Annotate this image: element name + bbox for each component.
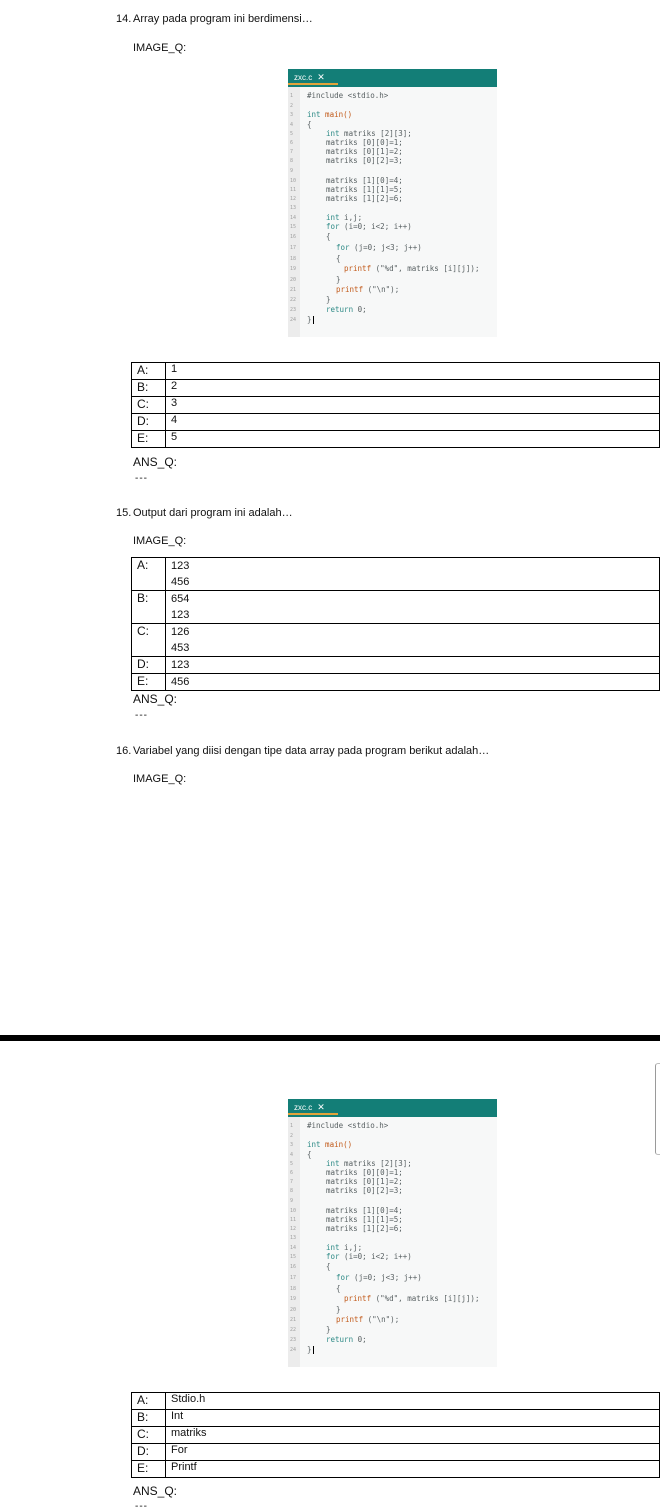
separator-dashes: --- [135, 473, 148, 484]
question-15-title [116, 507, 293, 519]
code-line: int matriks [2][3]; [326, 1159, 412, 1168]
option-value: Printf [166, 1461, 660, 1478]
code-line: { [336, 1284, 341, 1293]
code-line: printf ("\n"); [336, 1315, 400, 1324]
text-cursor [313, 316, 314, 324]
separator-dashes: --- [135, 710, 148, 721]
option-letter: C: [132, 624, 166, 657]
file-tab-label: zxc.c [294, 73, 313, 82]
line-number: 19 [290, 1296, 297, 1302]
line-number: 6 [290, 140, 294, 146]
code-line: return 0; [326, 305, 367, 314]
code-editor-screenshot [288, 69, 497, 337]
option-letter: C: [132, 1427, 166, 1444]
page-break-bar [0, 1035, 660, 1041]
line-number: 1 [290, 93, 294, 99]
option-letter: E: [132, 431, 166, 448]
option-value-line: 123 [171, 659, 190, 671]
line-number: 20 [290, 277, 297, 283]
line-number: 17 [290, 1275, 297, 1281]
option-value-line: 453 [171, 642, 190, 654]
answer-label: ANS_Q: [133, 1484, 178, 1498]
line-number: 13 [290, 205, 297, 211]
code-line: matriks [0][1]=2; [326, 1177, 403, 1186]
file-tab-label: zxc.c [294, 1103, 313, 1112]
code-line: { [326, 1262, 331, 1271]
line-number: 23 [290, 1337, 297, 1343]
file-tab[interactable] [288, 69, 338, 85]
line-number: 16 [290, 234, 297, 240]
line-number: 15 [290, 224, 297, 230]
line-number: 14 [290, 215, 297, 221]
line-number: 5 [290, 1161, 294, 1167]
code-line: } [307, 315, 312, 324]
option-value-line: 126 [171, 626, 190, 638]
code-line: int main() [307, 1140, 353, 1149]
question-16-title [116, 745, 489, 757]
option-letter: A: [132, 1393, 166, 1410]
code-line: } [326, 1325, 331, 1334]
line-number: 8 [290, 1188, 294, 1194]
line-number: 11 [290, 1217, 297, 1223]
image-label: IMAGE_Q: [133, 773, 187, 785]
line-number: 3 [290, 1142, 294, 1148]
code-line: matriks [0][0]=1; [326, 1168, 403, 1177]
line-number: 22 [290, 1327, 297, 1333]
code-line: int main() [307, 110, 353, 119]
code-line: { [326, 232, 331, 241]
option-letter: A: [132, 363, 166, 380]
image-label: IMAGE_Q: [133, 42, 187, 54]
code-line: for (i=0; i<2; i++) [326, 1252, 412, 1261]
option-letter: E: [132, 674, 166, 691]
option-row[interactable] [132, 624, 660, 657]
option-value: matriks [166, 1427, 660, 1444]
image-label: IMAGE_Q: [133, 535, 187, 547]
option-value: Stdio.h [166, 1393, 660, 1410]
code-line: matriks [1][1]=5; [326, 185, 403, 194]
code-line: matriks [1][0]=4; [326, 1206, 403, 1215]
option-value-line: 456 [171, 576, 190, 588]
code-line: { [307, 1150, 312, 1159]
option-letter: D: [132, 657, 166, 674]
editor-tab-bar [288, 1099, 497, 1117]
option-row[interactable] [132, 414, 660, 431]
separator-dashes: --- [135, 1501, 148, 1512]
answer-label: ANS_Q: [133, 455, 178, 469]
close-icon[interactable]: ✕ [317, 72, 325, 82]
question-number: 14. [116, 13, 132, 25]
code-line: int i,j; [326, 1243, 363, 1252]
line-number: 10 [290, 1208, 297, 1214]
line-number: 19 [290, 266, 297, 272]
option-row[interactable] [132, 674, 660, 691]
option-row[interactable] [132, 558, 660, 591]
option-value: 2 [166, 380, 660, 397]
option-row[interactable] [132, 431, 660, 448]
line-number: 5 [290, 131, 294, 137]
line-number: 24 [290, 317, 297, 323]
code-line: { [307, 120, 312, 129]
option-letter: A: [132, 558, 166, 591]
text-cursor [313, 1346, 314, 1354]
code-line: matriks [0][0]=1; [326, 138, 403, 147]
code-line: printf ("\n"); [336, 285, 400, 294]
line-number: 7 [290, 149, 294, 155]
code-line: } [307, 1345, 312, 1354]
option-value: 1 [166, 363, 660, 380]
code-line: for (i=0; i<2; i++) [326, 222, 412, 231]
line-number: 21 [290, 287, 297, 293]
option-value: 4 [166, 414, 660, 431]
code-line: int i,j; [326, 213, 363, 222]
option-value-line: 123 [171, 560, 190, 572]
answer-options-q14 [131, 362, 660, 448]
code-line: matriks [0][2]=3; [326, 1186, 403, 1195]
option-value-line: 456 [171, 676, 190, 688]
line-number: 10 [290, 178, 297, 184]
code-line: matriks [0][2]=3; [326, 156, 403, 165]
option-value: For [166, 1444, 660, 1461]
code-line: int matriks [2][3]; [326, 129, 412, 138]
line-number: 2 [290, 1133, 294, 1139]
option-row[interactable] [132, 591, 660, 624]
option-row[interactable] [132, 397, 660, 414]
code-line: } [336, 1305, 341, 1314]
question-text: Variabel yang diisi dengan tipe data array pada program berikut adalah… [133, 745, 490, 757]
line-number: 9 [290, 1198, 294, 1204]
option-letter: D: [132, 1444, 166, 1461]
code-line: matriks [1][2]=6; [326, 194, 403, 203]
scroll-edge-handle[interactable] [655, 1063, 660, 1155]
line-number: 4 [290, 1152, 294, 1158]
line-number: 7 [290, 1179, 294, 1185]
code-line: for (j=0; j<3; j++) [336, 243, 422, 252]
code-area [288, 1117, 497, 1367]
close-icon[interactable]: ✕ [317, 1102, 325, 1112]
line-number: 8 [290, 158, 294, 164]
code-line: printf ("%d", matriks [i][j]); [344, 264, 480, 273]
line-number: 21 [290, 1317, 297, 1323]
line-number: 1 [290, 1123, 294, 1129]
code-line: matriks [0][1]=2; [326, 147, 403, 156]
line-number: 14 [290, 1245, 297, 1251]
line-number: 2 [290, 103, 294, 109]
line-number: 23 [290, 307, 297, 313]
code-area [288, 87, 497, 337]
code-line: } [326, 295, 331, 304]
option-letter: B: [132, 380, 166, 397]
option-row[interactable] [132, 1393, 660, 1410]
line-number: 24 [290, 1347, 297, 1353]
line-number: 18 [290, 1286, 297, 1292]
option-letter: C: [132, 397, 166, 414]
question-14-title [116, 13, 313, 25]
line-number: 6 [290, 1170, 294, 1176]
line-number: 22 [290, 297, 297, 303]
code-line: matriks [1][2]=6; [326, 1224, 403, 1233]
code-line: return 0; [326, 1335, 367, 1344]
option-row[interactable] [132, 380, 660, 397]
option-letter: B: [132, 1410, 166, 1427]
code-editor-screenshot [288, 1099, 497, 1367]
line-number: 18 [290, 256, 297, 262]
code-line: { [336, 254, 341, 263]
question-text: Array pada program ini berdimensi… [133, 13, 313, 25]
editor-tab-bar [288, 69, 497, 87]
line-number: 12 [290, 196, 297, 202]
code-line: printf ("%d", matriks [i][j]); [344, 1294, 480, 1303]
line-number: 20 [290, 1307, 297, 1313]
option-value: Int [166, 1410, 660, 1427]
line-number: 4 [290, 122, 294, 128]
code-line: matriks [1][1]=5; [326, 1215, 403, 1224]
file-tab[interactable] [288, 1099, 338, 1115]
answer-options-q16 [131, 1392, 660, 1478]
option-row[interactable] [132, 1461, 660, 1478]
option-row[interactable] [132, 1427, 660, 1444]
line-number: 3 [290, 112, 294, 118]
answer-label: ANS_Q: [133, 692, 178, 706]
option-row[interactable] [132, 1410, 660, 1427]
option-value-line: 123 [171, 609, 190, 621]
line-number: 15 [290, 1254, 297, 1260]
option-value: 3 [166, 397, 660, 414]
line-number: 16 [290, 1264, 297, 1270]
line-number: 17 [290, 245, 297, 251]
line-number: 9 [290, 168, 294, 174]
option-value: 5 [166, 431, 660, 448]
option-letter: E: [132, 1461, 166, 1478]
code-line: #include <stdio.h> [307, 91, 389, 100]
line-number: 12 [290, 1226, 297, 1232]
code-line: for (j=0; j<3; j++) [336, 1273, 422, 1282]
option-row[interactable] [132, 363, 660, 380]
question-number: 16. [116, 745, 132, 757]
option-row[interactable] [132, 657, 660, 674]
line-number: 13 [290, 1235, 297, 1241]
code-line: #include <stdio.h> [307, 1121, 389, 1130]
option-row[interactable] [132, 1444, 660, 1461]
option-value-line: 654 [171, 593, 190, 605]
answer-options-q15 [131, 557, 660, 691]
question-number: 15. [116, 507, 132, 519]
code-line: matriks [1][0]=4; [326, 176, 403, 185]
option-letter: B: [132, 591, 166, 624]
line-number: 11 [290, 187, 297, 193]
option-letter: D: [132, 414, 166, 431]
code-line: } [336, 275, 341, 284]
question-text: Output dari program ini adalah… [133, 507, 293, 519]
